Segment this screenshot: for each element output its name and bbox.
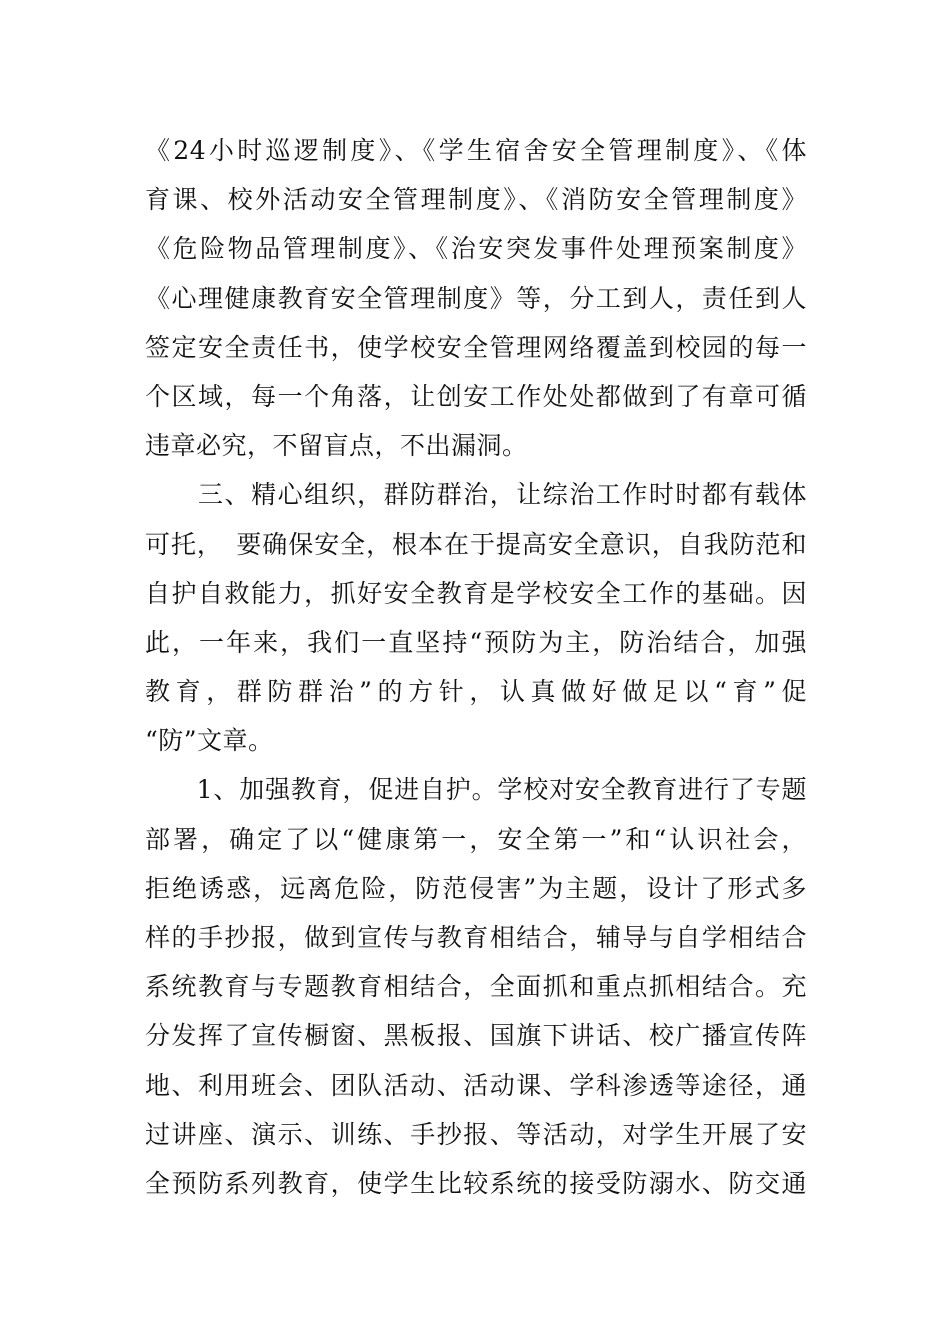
paragraph-heading-line: 三、精心组织，群防群治，让综治工作时时都有载体	[145, 480, 807, 510]
text-line: 自护自救能力，抓好安全教育是学校安全工作的基础。因	[145, 578, 807, 608]
text-line: 个区域，每一个角落，让创安工作处处都做到了有章可循	[145, 381, 807, 411]
text-line: 育课、校外活动安全管理制度》、《消防安全管理制度》	[145, 185, 807, 215]
text-line: 拒绝诱惑，远离危险，防范侵害”为主题，设计了形式多	[145, 873, 807, 903]
text-line: 系统教育与专题教育相结合，全面抓和重点抓相结合。充	[145, 972, 807, 1002]
paragraph-heading-line: 1、加强教育，促进自护。学校对安全教育进行了专题	[145, 775, 807, 805]
body-text	[145, 126, 807, 1208]
text-line: 《危险物品管理制度》、《治安突发事件处理预案制度》	[145, 234, 807, 264]
text-line: 可托， 要确保安全，根本在于提高安全意识，自我防范和	[145, 529, 807, 559]
text-line: 《心理健康教育安全管理制度》等，分工到人，责任到人	[145, 283, 807, 313]
text-line: 分发挥了宣传橱窗、黑板报、国旗下讲话、校广播宣传阵	[145, 1021, 807, 1051]
text-line: 地、利用班会、团队活动、活动课、学科渗透等途径，通	[145, 1070, 807, 1100]
text-line: 签定安全责任书，使学校安全管理网络覆盖到校园的每一	[145, 332, 807, 362]
text-line: 《24小时巡逻制度》、《学生宿舍安全管理制度》、《体	[145, 136, 807, 165]
text-line: 违章必究，不留盲点，不出漏洞。	[145, 431, 528, 461]
text-line: 部署，确定了以“健康第一，安全第一”和“认识社会，	[145, 824, 807, 854]
text-line: 此，一年来，我们一直坚持“预防为主，防治结合，加强	[145, 627, 807, 657]
text-line: 全预防系列教育，使学生比较系统的接受防溺水、防交通	[145, 1168, 807, 1198]
text-line: “防”文章。	[145, 726, 274, 756]
text-line: 样的手抄报，做到宣传与教育相结合，辅导与自学相结合	[145, 923, 807, 952]
text-line: 过讲座、演示、训练、手抄报、等活动，对学生开展了安	[145, 1119, 807, 1149]
text-line: 教育，群防群治”的方针，认真做好做足以“育”促	[145, 677, 807, 707]
